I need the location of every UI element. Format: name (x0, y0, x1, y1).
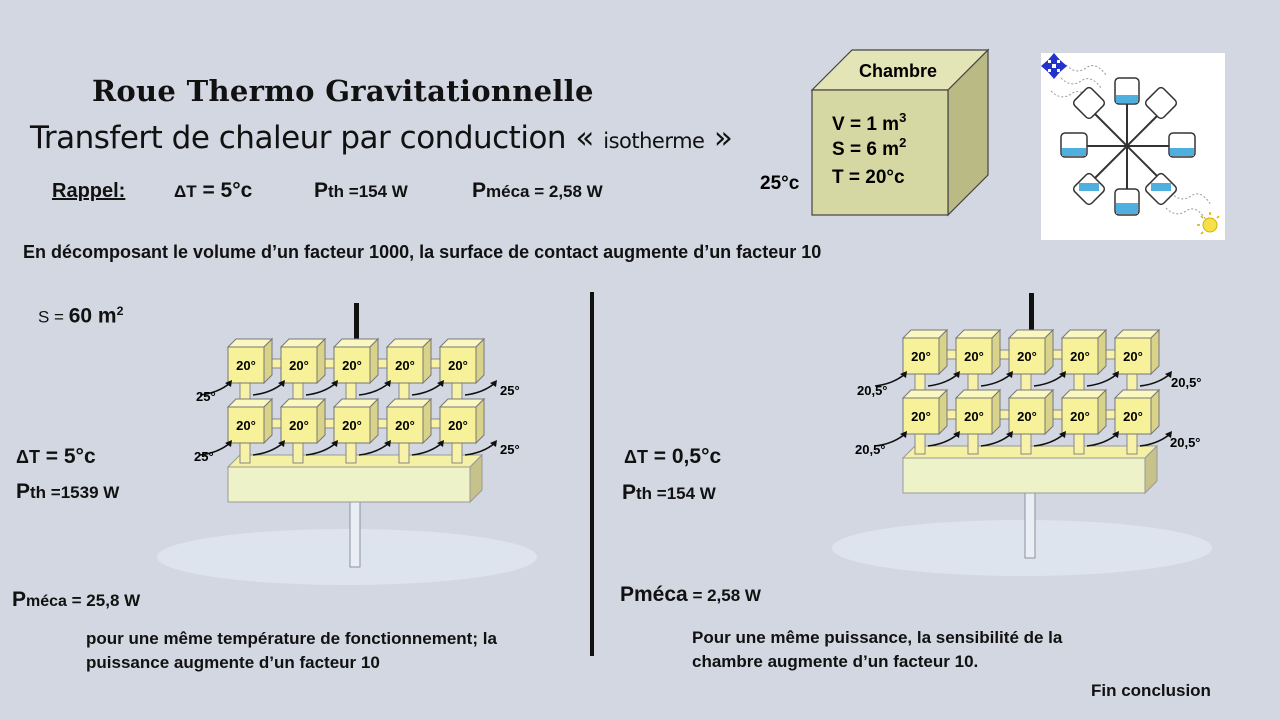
left-cube (228, 339, 281, 407)
left-axle (350, 495, 360, 567)
left-shaft (354, 303, 359, 343)
left-heat-arrow (465, 383, 495, 395)
left-air-temp-out-top: 25° (500, 383, 520, 398)
right-basin (832, 520, 1212, 576)
right-heat-arrow (981, 434, 1011, 446)
subtitle-end: » (704, 120, 733, 156)
left-heat-arrow (306, 383, 336, 395)
left-heat-arrow (306, 443, 336, 455)
right-cube (1062, 390, 1115, 454)
left-surface: S = 60 $m^2$ (38, 304, 124, 328)
right-cube (903, 330, 956, 398)
left-heat-arrow (465, 443, 495, 455)
page-subtitle (30, 120, 732, 156)
left-cube (334, 399, 387, 463)
left-cube-temp: 20° (448, 418, 468, 433)
left-cube-temp: 20° (342, 358, 362, 373)
right-heat-arrow (1140, 434, 1170, 446)
right-cube (1062, 330, 1115, 398)
rappel-pmeca-prefix: P (472, 179, 487, 202)
subtitle-isotherme: isotherme (603, 129, 705, 153)
chambre-label: Chambre (858, 61, 938, 81)
left-heat-arrow (412, 443, 442, 455)
right-cube (1115, 390, 1159, 454)
left-cube (440, 339, 484, 407)
right-air-temp-out-bottom: 20,5° (1170, 435, 1201, 450)
right-heat-arrow (1087, 434, 1117, 446)
right-cube-temp: 20° (964, 409, 984, 424)
right-cube-temp: 20° (1123, 409, 1143, 424)
rappel-pth-prefix: P (314, 179, 329, 202)
right-cube (1115, 330, 1159, 398)
left-air-temp-in-top: 25° (196, 389, 216, 404)
right-delta: ΔT = 0,5°c (624, 445, 722, 468)
right-cube (1009, 330, 1062, 398)
left-cube (387, 339, 440, 407)
right-cube (956, 330, 1009, 398)
rappel-delta-value: = 5°c (196, 179, 253, 202)
left-cube (334, 339, 387, 407)
page-title: Roue Thermo Gravitationnelle (92, 74, 594, 108)
left-cube-temp: 20° (236, 358, 256, 373)
right-heat-arrow (1140, 374, 1170, 386)
left-cube-temp: 20° (395, 358, 415, 373)
rappel-pmeca-value: = 2,58 W (529, 182, 603, 201)
left-delta: ΔT = 5°c (16, 445, 96, 468)
right-cube-temp: 20° (1070, 409, 1090, 424)
rappel-label: Rappel: (52, 180, 126, 202)
right-cube-temp: 20° (1017, 409, 1037, 424)
left-cube-temp: 20° (448, 358, 468, 373)
right-cube (956, 390, 1009, 454)
rappel-pth-value: =154 W (344, 182, 408, 201)
chambre-temperature: T = 20°c (832, 167, 905, 188)
right-heat-arrow (1034, 434, 1064, 446)
rappel-delta-prefix: ΔT (174, 182, 197, 201)
left-basin (157, 529, 537, 585)
right-heat-arrow (928, 374, 958, 386)
right-air-temp-out-top: 20,5° (1171, 375, 1202, 390)
chambre-volume: V = 1 $m^3$ (832, 110, 907, 135)
rappel-delta (174, 179, 252, 203)
right-heat-arrow (1087, 374, 1117, 386)
left-air-temp-out-bottom: 25° (500, 442, 520, 457)
right-shaft (1029, 293, 1034, 333)
left-cube-temp: 20° (342, 418, 362, 433)
left-cube-temp: 20° (236, 418, 256, 433)
left-heat-arrow (412, 383, 442, 395)
right-pmeca: Pméca = 2,58 W (620, 583, 761, 606)
right-air-temp-in-bottom: 20,5° (855, 442, 886, 457)
rappel-pth (314, 179, 408, 203)
right-cube (903, 390, 956, 454)
wheel-illustration (1041, 53, 1225, 240)
right-heat-arrow (1034, 374, 1064, 386)
right-cube (1009, 390, 1062, 454)
right-conclusion: Pour une même puissance, la sensibilité de la chambre augmente d’un facteur 10. (692, 628, 1063, 671)
right-cube-temp: 20° (1123, 349, 1143, 364)
right-pth: Pth =154 W (622, 481, 716, 504)
right-heat-arrow (981, 374, 1011, 386)
left-heat-arrow (359, 383, 389, 395)
left-cube (281, 339, 334, 407)
left-cube-temp: 20° (289, 358, 309, 373)
left-cube-grid (228, 339, 484, 463)
left-cube-temp: 20° (395, 418, 415, 433)
chambre-outside-temp: 25°c (760, 173, 800, 194)
rappel-pth-sub: th (328, 182, 345, 201)
right-cube-grid (903, 330, 1159, 454)
chambre-cube (760, 44, 1000, 224)
left-cube-temp: 20° (289, 418, 309, 433)
right-heat-arrow (928, 434, 958, 446)
right-cube-temp: 20° (911, 409, 931, 424)
right-wheel-diagram (825, 290, 1245, 590)
left-heat-arrow (359, 443, 389, 455)
right-air-temp-in-top: 20,5° (857, 383, 888, 398)
right-cube-temp: 20° (964, 349, 984, 364)
left-cube (387, 399, 440, 463)
left-pmeca: Pméca = 25,8 W (12, 588, 141, 611)
subtitle-main: Transfert de chaleur par conduction « (30, 120, 604, 156)
left-cube (440, 399, 484, 463)
right-axle (1025, 490, 1035, 558)
right-cube-temp: 20° (1070, 349, 1090, 364)
right-cube-temp: 20° (911, 349, 931, 364)
chambre-surface: S = 6 $m^2$ (832, 135, 907, 160)
rappel-pmeca-sub: méca (486, 182, 530, 201)
right-cube-temp: 20° (1017, 349, 1037, 364)
left-heat-arrow (253, 383, 283, 395)
left-pth: Pth =1539 W (16, 480, 120, 503)
fin-conclusion: Fin conclusion (1091, 681, 1211, 700)
left-heat-arrow (253, 443, 283, 455)
left-cube (281, 399, 334, 463)
left-wheel-diagram (150, 295, 550, 595)
left-cube (228, 399, 281, 463)
column-divider (590, 292, 594, 656)
rappel-pmeca (472, 179, 603, 203)
left-air-temp-in-bottom: 25° (194, 449, 214, 464)
left-conclusion: pour une même température de fonctionnement; la puissance augmente d’un facteur 10 (86, 629, 497, 672)
intro-text: En décomposant le volume d’un facteur 1000, la surface de contact augmente d’un facteur 10 (23, 242, 822, 262)
